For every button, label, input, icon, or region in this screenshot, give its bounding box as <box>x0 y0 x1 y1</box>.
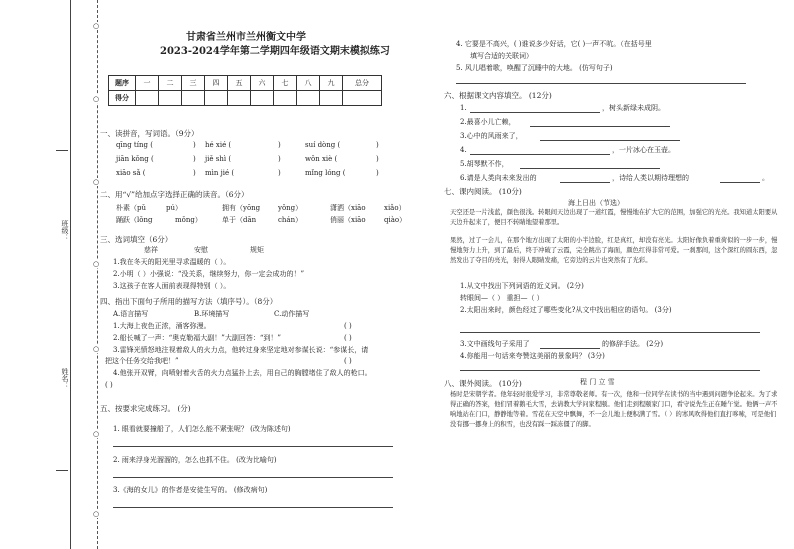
pinyin-q: ) <box>376 169 379 177</box>
reading-choice[interactable]: mǒng） <box>175 216 202 224</box>
question: 4.你能用一句话来夸赞这美丽的景象吗？ (3分) <box>460 352 605 360</box>
reading-choice[interactable]: qiào） <box>384 216 407 224</box>
section-2-title: 二、用“√”给加点字选择正确的读音。（6分） <box>100 190 249 199</box>
reading-choice[interactable]: 潇洒（xiāo <box>330 204 366 212</box>
score-cell: 四 <box>205 76 228 91</box>
reading-choice[interactable]: 踊跃（lǒng <box>116 216 153 224</box>
margin-dashed-line <box>97 0 98 549</box>
pinyin-q: ) <box>193 169 196 177</box>
question: 的修辞手法。 (2分) <box>602 340 664 348</box>
score-input[interactable] <box>274 91 297 106</box>
question: 3.《海的女儿》的作者是安徒生写的。 (修改病句) <box>113 486 268 494</box>
pinyin-q: mìn jié ( <box>205 169 235 177</box>
answer-line[interactable] <box>520 168 660 169</box>
score-input[interactable] <box>136 91 159 106</box>
reading-choice[interactable]: pú） <box>166 204 182 212</box>
margin-mark: ○ <box>93 345 100 353</box>
passage-paragraph: 天空还是一片浅蓝，颜色很浅。转眼间天边出现了一道红霞，慢慢地在扩大它的范围，加强它的光亮。我知道太阳要从天边升起来了，便目不转睛地望着那里。 <box>450 209 778 226</box>
question: 5.胡琴默不作， <box>460 160 509 168</box>
score-cell: 一 <box>136 76 159 91</box>
score-input[interactable] <box>251 91 274 106</box>
score-cell: 三 <box>182 76 205 91</box>
question: 3.雷锋光愤怒地注视着敌人的火力点，他转过身来坚定地对参谋长说：“参谋长，请 <box>113 346 369 354</box>
pinyin-q: ) <box>278 169 281 177</box>
answer-line[interactable] <box>540 140 680 141</box>
question: ，树头新绿未成阴。 <box>602 104 665 112</box>
pinyin-q: suí dòng ( <box>305 141 341 149</box>
margin-mark: ○ <box>93 22 100 30</box>
method-option: A.语言描写 <box>113 310 149 318</box>
class-line <box>56 150 68 151</box>
reading-choice[interactable]: 拥有（yōng <box>222 204 261 212</box>
score-cell: 五 <box>228 76 251 91</box>
section-7-title: 七、课内阅读。 (10分) <box>444 187 522 196</box>
answer-line[interactable] <box>470 112 600 113</box>
section-8-title: 八、课外阅读。 (10分) <box>444 379 522 388</box>
word-option: 慈祥 <box>144 246 158 254</box>
pinyin-q: ) <box>278 155 281 163</box>
margin-mark: ○ <box>93 95 100 103</box>
question: 1.大海上夜色正浓，涌客弥漫。 <box>113 322 211 330</box>
answer-line[interactable] <box>113 477 393 478</box>
answer-line[interactable] <box>456 83 746 84</box>
pinyin-q: jiě shì ( <box>205 155 232 163</box>
exam-title: 2023-2024学年第二学期四年级语文期末模拟练习 <box>160 46 390 57</box>
question: 填写合适的关联词） <box>470 52 533 60</box>
score-input[interactable] <box>320 91 343 106</box>
school-name: 甘肃省兰州市兰州衡文中学 <box>186 32 306 43</box>
question: 转眼间—（ ） 重担—（ ） <box>460 294 544 302</box>
question: 1. <box>460 104 467 112</box>
score-cell: 九 <box>320 76 343 91</box>
margin-solid-line <box>70 0 71 549</box>
answer-line[interactable] <box>530 126 670 127</box>
margin-mark: ○ <box>93 178 100 186</box>
score-cell: 六 <box>251 76 274 91</box>
question: 4. <box>460 146 467 154</box>
score-input[interactable] <box>182 91 205 106</box>
score-input[interactable] <box>228 91 251 106</box>
question: 4. 它要是不高兴，( )谁说多少好话，它( )一声不吭。（在括号里 <box>456 40 652 48</box>
question: 2. 雨来浮身光溜溜的，怎么也抓不住。 (改为比喻句) <box>113 456 277 464</box>
score-table <box>108 75 382 106</box>
word-option: 规矩 <box>250 246 264 254</box>
answer-blank[interactable]: ( ) <box>344 322 352 330</box>
reading-choice[interactable]: yǒng） <box>278 204 303 212</box>
score-input[interactable] <box>205 91 228 106</box>
question: 5. 风儿唱着歌，唤醒了沉睡中的大地。 (仿写句子) <box>456 64 613 72</box>
reading-choice[interactable]: xiǎo） <box>384 204 406 212</box>
pinyin-q: ) <box>278 141 281 149</box>
pinyin-q: ) <box>193 141 196 149</box>
question: 1.我在冬天的阳光里寻求温暖的（ ）。 <box>113 258 231 266</box>
question: 3.文中画线句子采用了 <box>460 340 530 348</box>
pinyin-q: ) <box>376 141 379 149</box>
section-6-title: 六、根据课文内容填空。 (12分) <box>444 91 552 100</box>
answer-line[interactable] <box>560 182 610 183</box>
reading-choice[interactable]: 朴素（pǔ <box>116 204 146 212</box>
score-cell: 得分 <box>109 91 136 106</box>
question: 2.船长喊了一声：“奥克勒福大副！”大副回答：“到！” <box>113 334 281 342</box>
pinyin-q: qīng tíng ( <box>116 141 153 149</box>
question: 2.小明（ ）小强说：“没关系，继续努力，你一定会成功的！” <box>113 270 305 278</box>
question: 2.太阳出来时，颜色经过了哪些变化?从文中找出相应的语句。 (3分) <box>460 306 672 314</box>
method-option: B.环境描写 <box>194 310 230 318</box>
score-cell: 总分 <box>343 76 382 91</box>
question: 。 <box>762 174 769 182</box>
name-line <box>56 470 68 471</box>
answer-line[interactable] <box>540 348 600 349</box>
score-input[interactable] <box>343 91 382 106</box>
reading-choice[interactable]: 单于（dān <box>222 216 257 224</box>
answer-line[interactable] <box>460 332 760 333</box>
margin-mark: ○ <box>93 510 100 518</box>
margin-mark: ○ <box>93 430 100 438</box>
answer-line[interactable] <box>113 507 393 508</box>
question: 1.从文中找出下列词语的近义词。 (2分) <box>460 282 584 290</box>
pinyin-q: mǐng lóng ( <box>305 169 346 177</box>
answer-line[interactable] <box>470 154 610 155</box>
question: ，一片冰心在玉壶。 <box>612 146 675 154</box>
question: 1. 眼看就要撞船了，人们怎么能不紧张呢？ (改为陈述句) <box>113 425 291 433</box>
reading-choice[interactable]: chán） <box>278 216 303 224</box>
method-option: C.动作描写 <box>274 310 310 318</box>
score-cell: 二 <box>159 76 182 91</box>
question: 3.心中的风雨来了， <box>460 132 523 140</box>
question: 2.最喜小儿亡赖， <box>460 118 516 126</box>
passage-paragraph: 果然，过了一会儿，在那个地方出现了太阳的小半边脸，红是真红，却没有亮光。太阳好像负着重荷似的一步一步，慢慢地努力上升，到了最后，终于冲破了云霞，完全跳出了海面，颜色红得非常可爱。一刹那间，这个深红的圆东西，忽然发出了夺目的亮光，射得人眼睛发痛，它旁边的云片也突然有了光彩。 <box>450 237 778 264</box>
score-cell: 八 <box>297 76 320 91</box>
score-cell: 七 <box>274 76 297 91</box>
section-1-title: 一、读拼音，写词语。（9分） <box>100 129 199 138</box>
question: 3.这孩子在客人面前表现得特别（ ）。 <box>113 282 231 290</box>
answer-line[interactable] <box>113 446 393 447</box>
question: 6.请是人类向未来发出的 <box>460 174 537 182</box>
question: 4.他张开双臂，向喷射着火舌的火力点猛扑上去，用自己的胸膛堵住了敌人的枪口。 <box>113 369 372 377</box>
score-cell: 题序 <box>109 76 136 91</box>
passage-title: 程 门 立 雪 <box>580 378 615 386</box>
word-option: 安慰 <box>194 246 208 254</box>
name-label: 姓名： <box>61 368 69 389</box>
pinyin-q: jiān kǒng ( <box>116 155 154 163</box>
question: 把这个任务交给我吧！” <box>105 357 179 365</box>
answer-blank[interactable]: ( ) <box>344 357 352 365</box>
pinyin-q: xiāo sǎ ( <box>116 169 146 177</box>
answer-line[interactable] <box>720 182 760 183</box>
score-input[interactable] <box>159 91 182 106</box>
pinyin-q: ) <box>193 155 196 163</box>
answer-blank[interactable]: ( ) <box>105 381 113 389</box>
pinyin-q: wǒn xiè ( <box>305 155 338 163</box>
section-4-title: 四、指出下面句子所用的描写方法（填序号）。（8分） <box>100 297 278 306</box>
section-3-title: 三、选词填空（6分） <box>100 235 173 244</box>
class-label: 班级： <box>61 220 69 241</box>
score-input[interactable] <box>297 91 320 106</box>
section-5-title: 五、按要求完成练习。 (分) <box>100 404 191 413</box>
pinyin-q: ) <box>376 155 379 163</box>
passage-paragraph: 杨时是宋朝学者。他年轻时很爱学习，非常尊敬老师。有一次，他和一位同学在读书的当中遇到问题争论起来。为了求得正确的答案，他们冒着鹅毛大雪，去请教大学问家程颐。他们走到程颐家门口，看守说先生正在睡午觉。他俩一声不响地站在门口，静静地等着。雪花在天空中飘舞，不一会儿地上便积满了雪。（ ）的寒风吹得他们直打哆嗦，可是他们没有挪一挪身上的积雪，也没有踩一踩冻僵了的脚。 <box>450 391 778 428</box>
answer-blank[interactable]: ( ) <box>344 334 352 342</box>
pinyin-q: hé xié ( <box>205 141 232 149</box>
passage-title: 海上日出（节选） <box>568 199 624 207</box>
margin-mark: ○ <box>93 260 100 268</box>
question: ，诗给人类以期待理想的 <box>612 174 689 182</box>
answer-line[interactable] <box>460 370 760 371</box>
reading-choice[interactable]: 俏丽（xiāo <box>330 216 366 224</box>
